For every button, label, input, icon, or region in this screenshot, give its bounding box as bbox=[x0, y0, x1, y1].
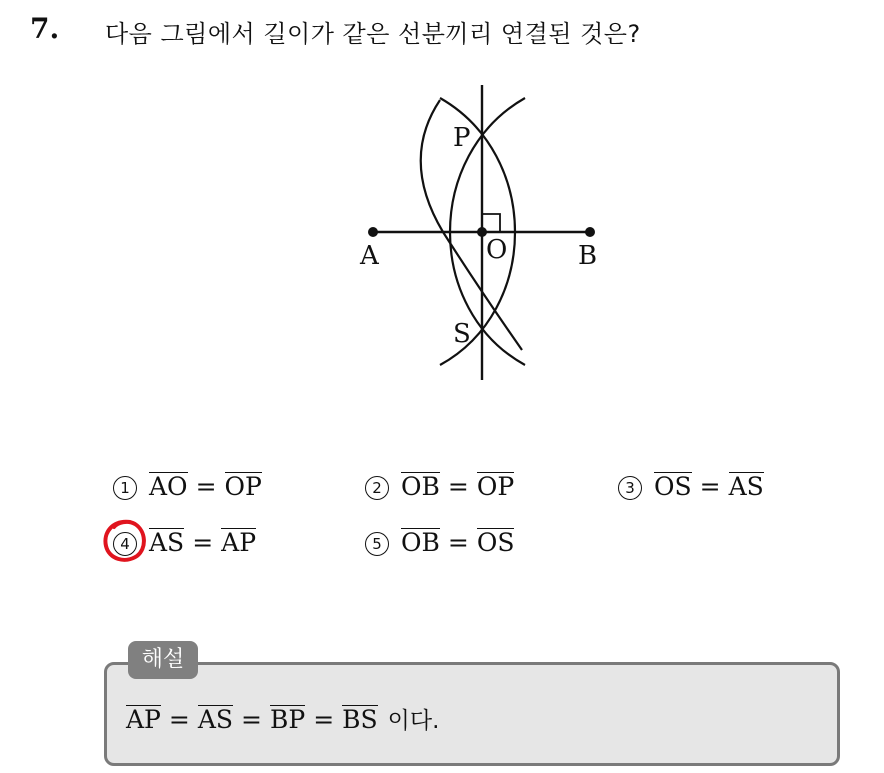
solution-label: 해설 bbox=[128, 641, 198, 679]
solution-segment-4: BS bbox=[342, 705, 378, 734]
question-number: 7. bbox=[30, 12, 60, 45]
choice-3-left-segment: OS bbox=[654, 472, 692, 501]
equals-sign: = bbox=[195, 472, 217, 501]
point-b-dot bbox=[585, 227, 595, 237]
choice-1-number: 1 bbox=[113, 476, 137, 500]
choice-4-right-segment: AP bbox=[221, 528, 257, 557]
solution-text bbox=[126, 702, 439, 735]
equals-sign: = bbox=[192, 528, 214, 557]
label-a: A bbox=[360, 241, 379, 271]
answer-circle-mark bbox=[100, 517, 150, 567]
point-a-dot bbox=[368, 227, 378, 237]
label-b: B bbox=[578, 241, 598, 271]
choice-5-right-segment: OS bbox=[476, 528, 515, 557]
choice-2-number: 2 bbox=[365, 476, 389, 500]
choice-5[interactable] bbox=[365, 528, 514, 558]
equals-sign: = bbox=[447, 528, 469, 557]
solution-tail: 이다. bbox=[387, 708, 440, 734]
choice-2[interactable] bbox=[365, 472, 514, 502]
equals-sign: = bbox=[168, 705, 190, 734]
choice-5-number: 5 bbox=[365, 532, 389, 556]
choice-3-number: 3 bbox=[618, 476, 642, 500]
perpendicular-bisector-diagram bbox=[340, 80, 620, 390]
choice-4-left-segment: AS bbox=[149, 528, 185, 557]
label-p: P bbox=[453, 123, 471, 153]
choice-2-left-segment: OB bbox=[401, 472, 440, 501]
label-o: O bbox=[486, 235, 508, 265]
geometry-figure bbox=[340, 80, 620, 394]
choice-3-right-segment: AS bbox=[728, 472, 764, 501]
solution-segment-3: BP bbox=[269, 705, 306, 734]
choice-2-right-segment: OP bbox=[476, 472, 515, 501]
equals-sign: = bbox=[699, 472, 721, 501]
equals-sign: = bbox=[447, 472, 469, 501]
question-text: 다음 그림에서 길이가 같은 선분끼리 연결된 것은? bbox=[105, 20, 641, 48]
equals-sign: = bbox=[313, 705, 335, 734]
choice-1-right-segment: OP bbox=[224, 472, 262, 501]
choice-1-left-segment: AO bbox=[149, 472, 188, 501]
label-s: S bbox=[453, 319, 471, 349]
solution-segment-1: AP bbox=[126, 705, 161, 734]
choice-1[interactable] bbox=[113, 472, 262, 502]
equals-sign: = bbox=[241, 705, 262, 734]
choice-4-number: 4 bbox=[113, 532, 137, 556]
solution-segment-2: AS bbox=[197, 705, 234, 734]
choice-5-left-segment: OB bbox=[401, 528, 440, 557]
choice-3[interactable] bbox=[618, 472, 764, 502]
